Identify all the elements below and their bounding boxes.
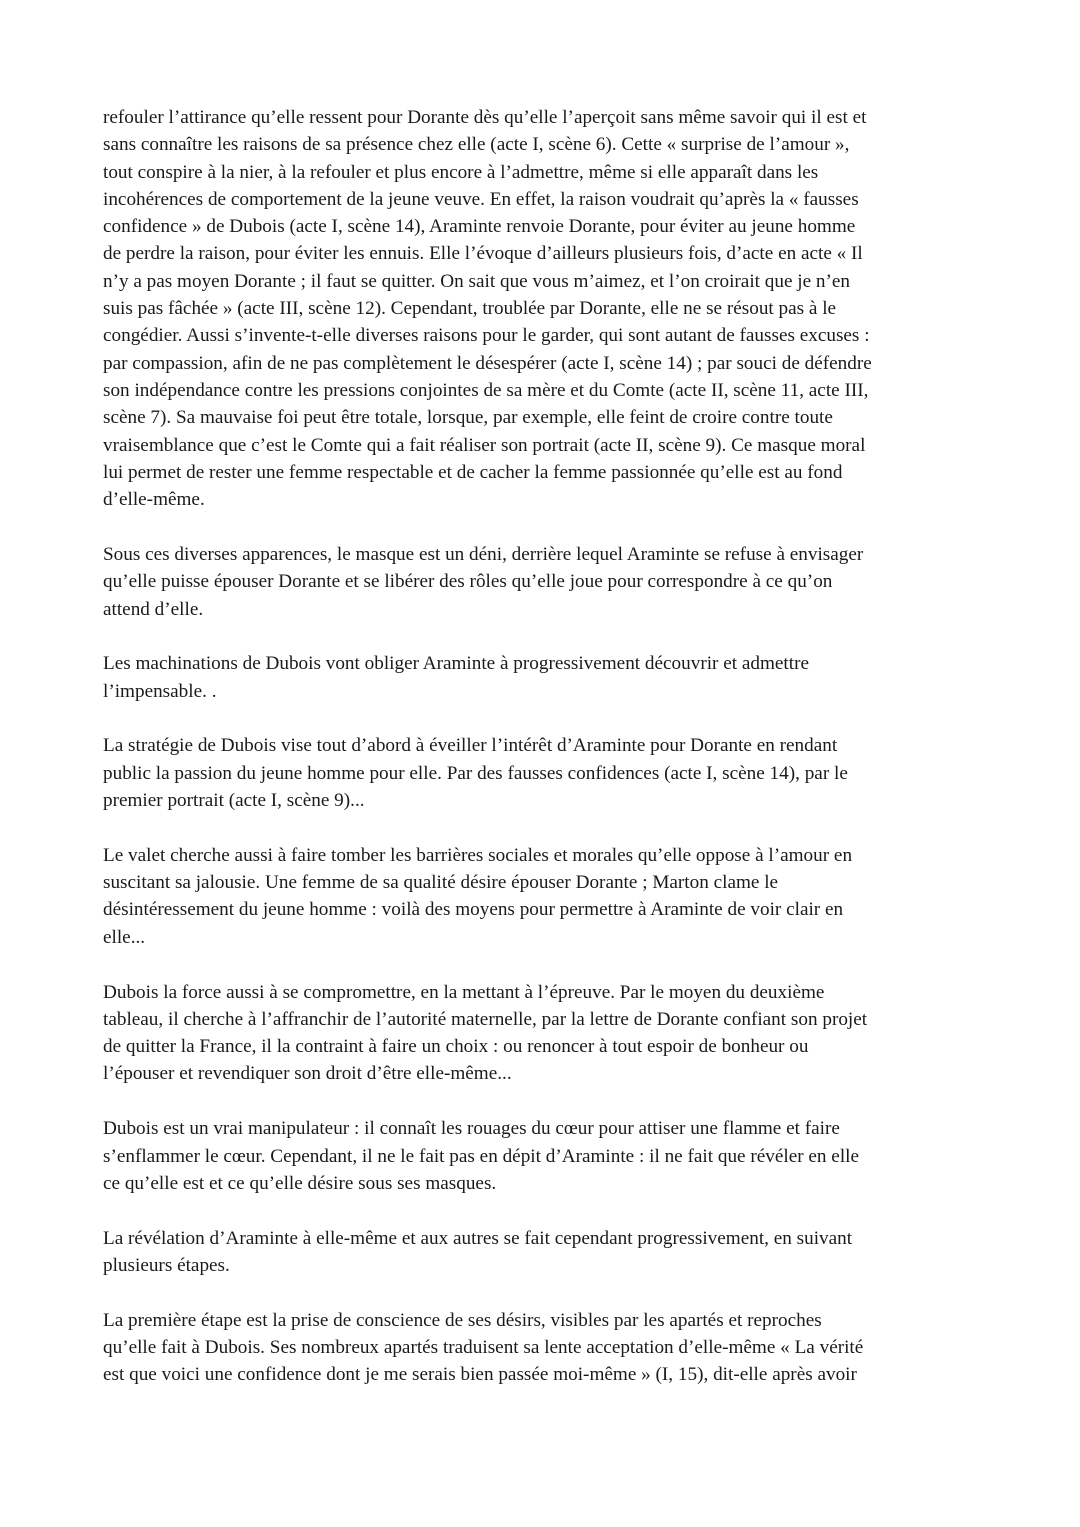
paragraph-strategy: La stratégie de Dubois vise tout d’abord à éveiller l’intérêt d’Araminte pour Dorante en rendant public la passion du jeune homme pour elle. Par des fausses confidences (acte I, scène 14), par le premier portrait (acte I, scène 9)...: [103, 735, 848, 812]
paragraph-jealousy: Le valet cherche aussi à faire tomber les barrières sociales et morales qu’elle oppose à l’amour en suscitant sa jalousie. Une femme de sa qualité désire épouser Dorante ; Marton clame le désintéressement du jeune homme : voilà des moyens pour permettre à Araminte de voir clair en elle...: [103, 844, 853, 948]
paragraph-manipulator: Dubois est un vrai manipulateur : il connaît les rouages du cœur pour attiser une flamme et faire s’enflammer le cœur. Cependant, il ne le fait pas en dépit d’Araminte : il ne fait que révéler en elle ce qu’elle est et ce qu’elle désire sous ses masques.: [103, 1118, 860, 1194]
paragraph-machinations: Les machinations de Dubois vont obliger Araminte à progressivement découvrir et admettre l’impensable. .: [103, 653, 810, 702]
document-page: [103, 104, 983, 1416]
paragraph-first-step: La première étape est la prise de conscience de ses désirs, visibles par les apartés et reproches qu’elle fait à Dubois. Ses nombreux apartés traduisent sa lente acceptation d’elle-même « La vérité est que voici une confidence dont je me serais bien passée moi-même » (I, 15), dit-elle après avoir: [103, 1309, 864, 1386]
paragraph-compromise: Dubois la force aussi à se compromettre, en la mettant à l’épreuve. Par le moyen du deuxième tableau, il cherche à l’affranchir de l’autorité maternelle, par la lettre de Dorante confiant son projet de quitter la France, il la contraint à faire un choix : ou renoncer à tout espoir de bonheur ou l’épouser et revendiquer son droit d’être elle-même...: [103, 981, 868, 1085]
paragraph-revelation: La révélation d’Araminte à elle-même et aux autres se fait cependant progressivement, en suivant plusieurs étapes.: [103, 1227, 853, 1276]
paragraph-intro-mask: refouler l’attirance qu’elle ressent pour Dorante dès qu’elle l’aperçoit sans même savoir qui il est et sans connaître les raisons de sa présence chez elle (acte I, scène 6). Cette « surprise de l’amour », tout conspire à la nier, à la refouler et plus encore à l’admettre, même si elle apparaît dans les incohérences de comportement de la jeune veuve. En effet, la raison voudrait qu’après la « fausses confidence » de Dubois (acte I, scène 14), Araminte renvoie Dorante, pour éviter au jeune homme de perdre la raison, pour éviter les ennuis. Elle l’évoque d’ailleurs plusieurs fois, d’acte en acte « Il n’y a pas moyen Dorante ; il faut se quitter. On sait que vous m’aimez, et l’on croirait que je n’en suis pas fâchée » (acte III, scène 12). Cependant, troublée par Dorante, elle ne se résout pas à le congédier. Aussi s’invente-t-elle diverses raisons pour le garder, qui sont autant de fausses excuses : par compassion, afin de ne pas complètement le désespérer (acte I, scène 14) ; par souci de défendre son indépendance contre les pressions conjointes de sa mère et du Comte (acte II, scène 11, acte III, scène 7). Sa mauvaise foi peut être totale, lorsque, par exemple, elle feint de croire contre toute vraisemblance que c’est le Comte qui a fait réaliser son portrait (acte II, scène 9). Ce masque moral lui permet de rester une femme respectable et de cacher la femme passionnée qu’elle est au fond d’elle-même.: [103, 107, 872, 511]
paragraph-denial: Sous ces diverses apparences, le masque est un déni, derrière lequel Araminte se refuse à envisager qu’elle puisse épouser Dorante et se libérer des rôles qu’elle joue pour correspondre à ce qu’on attend d’elle.: [103, 543, 864, 620]
